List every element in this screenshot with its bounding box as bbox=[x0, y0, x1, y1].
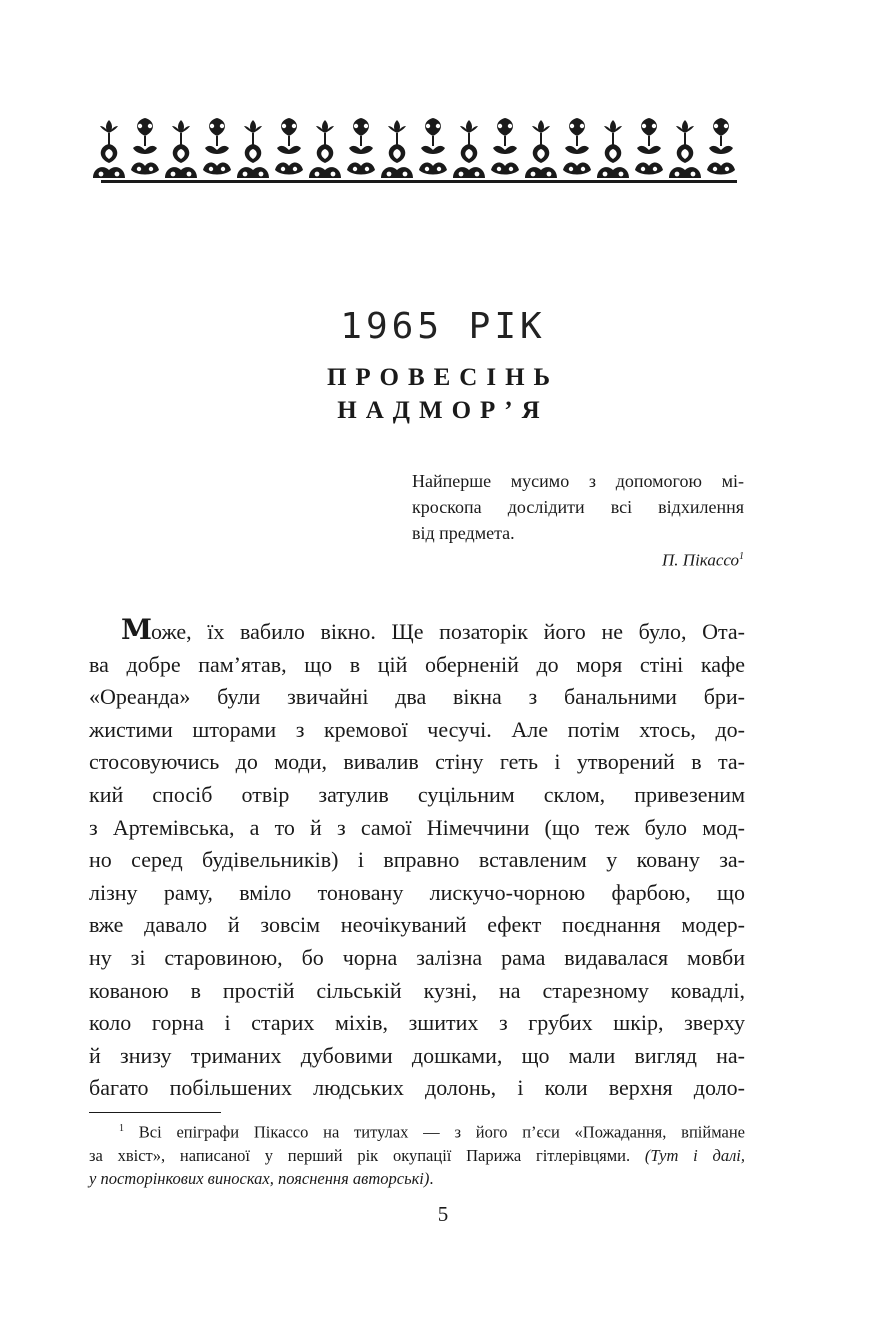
chapter-title-line-2: НАДМОР’Я bbox=[337, 397, 549, 424]
footnote-text: за хвіст», написаної у перший рік окупації Парижа гітлерівцями. bbox=[89, 1145, 631, 1165]
epigraph-line: від предмета. bbox=[412, 523, 515, 543]
footnote-line bbox=[89, 1117, 745, 1144]
body-line: вже давало й зовсім неочікуваний ефект поєднання модер- bbox=[89, 912, 745, 938]
epigraph-line: Найперше мусимо з допомогою мі- bbox=[412, 471, 744, 491]
chapter-title-line-1: ПРОВЕСІНЬ bbox=[326, 364, 560, 391]
body-line: но серед будівельників) і вправно вставленим у ковану за- bbox=[89, 847, 745, 873]
body-line: жистими шторами з кремової чесучі. Але потім хтось, до- bbox=[89, 716, 745, 742]
footnote-text: Всі епіграфи Пікассо на титулах — з його п’єси «Пожадання, впіймане bbox=[138, 1122, 745, 1142]
body-line: й знизу триманих дубовими дошками, що мали вигляд на- bbox=[89, 1042, 745, 1068]
body-line: стосовуючись до моди, вивалив стіну геть і утворений в та- bbox=[89, 749, 745, 775]
epigraph bbox=[412, 468, 744, 546]
footnote bbox=[89, 1117, 745, 1190]
footnote-mark: 1 bbox=[119, 1123, 124, 1134]
body-line-text: оже, їх вабило вікно. Ще позаторік його не було, Ота- bbox=[151, 619, 745, 644]
chapter-year: 1965 РІК bbox=[340, 306, 546, 347]
footnote-divider bbox=[89, 1112, 221, 1113]
footnote-line bbox=[89, 1144, 745, 1167]
body-line: коло горна і старих міхів, зшитих з грубих шкір, зверху bbox=[89, 1010, 745, 1036]
body-line: «Ореанда» були звичайні два вікна з банальними бри- bbox=[89, 684, 745, 710]
page-number: 5 bbox=[437, 1202, 449, 1226]
drop-cap: М bbox=[121, 613, 151, 646]
body-text bbox=[89, 614, 745, 1105]
epigraph-line: кроскопа дослідити всі відхилення bbox=[412, 497, 744, 517]
footnote-line bbox=[89, 1167, 745, 1190]
footnote-italic-text: у посторінкових виносках, пояснення авторські) bbox=[89, 1168, 430, 1188]
ornament-border bbox=[91, 112, 747, 188]
body-line: кованою в простій сільській кузні, на старезному ковадлі, bbox=[89, 977, 745, 1003]
epigraph-author-name: П. Пікассо bbox=[662, 550, 739, 570]
body-line: багато побільшених людських долонь, і коли верхня доло- bbox=[89, 1075, 745, 1101]
body-line: лізну раму, вміло тоновану лискучо-чорною фарбою, що bbox=[89, 879, 745, 905]
epigraph-author bbox=[412, 545, 744, 573]
footnote-italic-text: (Тут і далі, bbox=[644, 1145, 746, 1165]
body-line: ва добре пам’ятав, що в цій оберненій до моря стіні кафе bbox=[89, 651, 745, 677]
body-line: кий спосіб отвір затулив суцільним склом, привезеним bbox=[89, 781, 745, 807]
footnote-reference: 1 bbox=[739, 551, 744, 562]
body-line bbox=[89, 614, 745, 649]
body-line: з Артемівська, а то й з самої Німеччини (що теж було мод- bbox=[89, 814, 745, 840]
body-line: ну зі старовиною, бо чорна залізна рама видавалася мовби bbox=[89, 944, 745, 970]
footnote-end: . bbox=[429, 1168, 434, 1188]
